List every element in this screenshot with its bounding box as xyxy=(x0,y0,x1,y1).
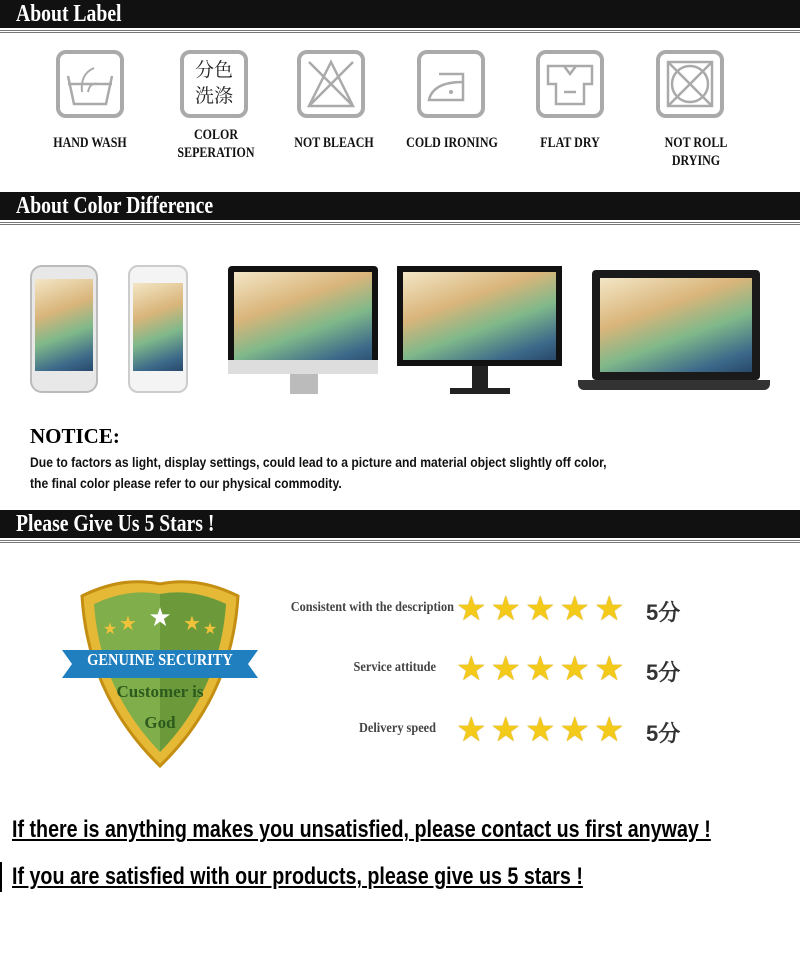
section-header-stars xyxy=(0,510,800,543)
svg-text:★: ★ xyxy=(148,602,172,632)
section-title: About Label xyxy=(16,1,122,27)
rating-label: Delivery speed xyxy=(359,721,436,736)
care-label: NOT ROLL DRYING xyxy=(664,135,728,169)
star-icon: ★ xyxy=(524,590,556,628)
genuine-security-badge xyxy=(62,576,258,768)
star-icon: ★ xyxy=(490,650,521,688)
rating-label: Consistent with the description xyxy=(290,600,454,615)
star-icon: ★ xyxy=(559,590,590,628)
svg-text:★: ★ xyxy=(183,613,201,635)
contact-message: If there is anything makes you unsatisfied, please contact us first anyway ! xyxy=(12,816,711,843)
phone-device xyxy=(128,265,188,393)
svg-text:★: ★ xyxy=(202,621,218,638)
not-roll-drying-icon xyxy=(656,50,724,118)
monitor-stand xyxy=(472,366,488,388)
care-label: NOT BLEACH xyxy=(294,135,374,151)
rating-score: 5分 xyxy=(646,600,681,625)
hand-wash-icon xyxy=(56,50,124,118)
imac-chin xyxy=(228,360,378,374)
shield-icon xyxy=(62,576,258,768)
star-icon: ★ xyxy=(490,590,521,628)
imac-stand xyxy=(290,374,318,394)
badge-text: God xyxy=(144,713,176,732)
star-icon: ★ xyxy=(456,711,487,749)
icon-text: 分色 xyxy=(194,60,233,81)
rating-label: Service attitude xyxy=(353,660,436,675)
rating-stars xyxy=(456,713,624,747)
section-title: Please Give Us 5 Stars ! xyxy=(16,511,215,537)
monitor-base xyxy=(450,388,510,394)
divider xyxy=(0,862,2,892)
flat-dry-icon xyxy=(536,50,604,118)
rating-score: 5分 xyxy=(646,721,681,746)
monitor-device xyxy=(397,266,562,366)
rating-score: 5分 xyxy=(646,660,681,685)
cold-ironing-icon xyxy=(417,50,485,118)
badge-ribbon-text: GENUINE SECURITY xyxy=(87,650,233,669)
star-icon: ★ xyxy=(593,711,625,749)
notice-text: Due to factors as light, display settings, could lead to a picture and material object slightly off color, xyxy=(30,455,607,470)
not-bleach-icon xyxy=(297,50,365,118)
care-label: COLD IRONING xyxy=(406,135,498,151)
imac-device xyxy=(228,266,378,372)
badge-text: Customer is xyxy=(116,682,204,701)
star-icon: ★ xyxy=(524,711,556,749)
laptop-device xyxy=(592,270,760,380)
care-label: HAND WASH xyxy=(53,135,127,151)
star-icon: ★ xyxy=(456,590,487,628)
section-title: About Color Difference xyxy=(16,193,214,219)
phone-device xyxy=(30,265,98,393)
notice-title: NOTICE: xyxy=(30,424,120,448)
rating-stars xyxy=(456,592,624,626)
icon-text: 洗涤 xyxy=(194,86,233,107)
care-label: COLOR SEPERATION xyxy=(177,127,255,161)
star-icon: ★ xyxy=(593,590,625,628)
svg-text:★: ★ xyxy=(119,613,137,635)
review-message: If you are satisfied with our products, please give us 5 stars ! xyxy=(12,863,583,890)
section-header-color xyxy=(0,192,800,225)
star-icon: ★ xyxy=(559,650,590,688)
star-icon: ★ xyxy=(559,711,590,749)
notice-text: the final color please refer to our physical commodity. xyxy=(30,476,342,491)
star-icon: ★ xyxy=(524,650,556,688)
star-icon: ★ xyxy=(456,650,487,688)
color-separation-icon xyxy=(180,50,248,118)
section-header-label xyxy=(0,0,800,33)
svg-text:★: ★ xyxy=(102,621,118,638)
star-icon: ★ xyxy=(490,711,521,749)
laptop-base xyxy=(578,380,770,390)
care-label: FLAT DRY xyxy=(540,135,600,151)
star-icon: ★ xyxy=(593,650,625,688)
rating-stars xyxy=(456,652,624,686)
